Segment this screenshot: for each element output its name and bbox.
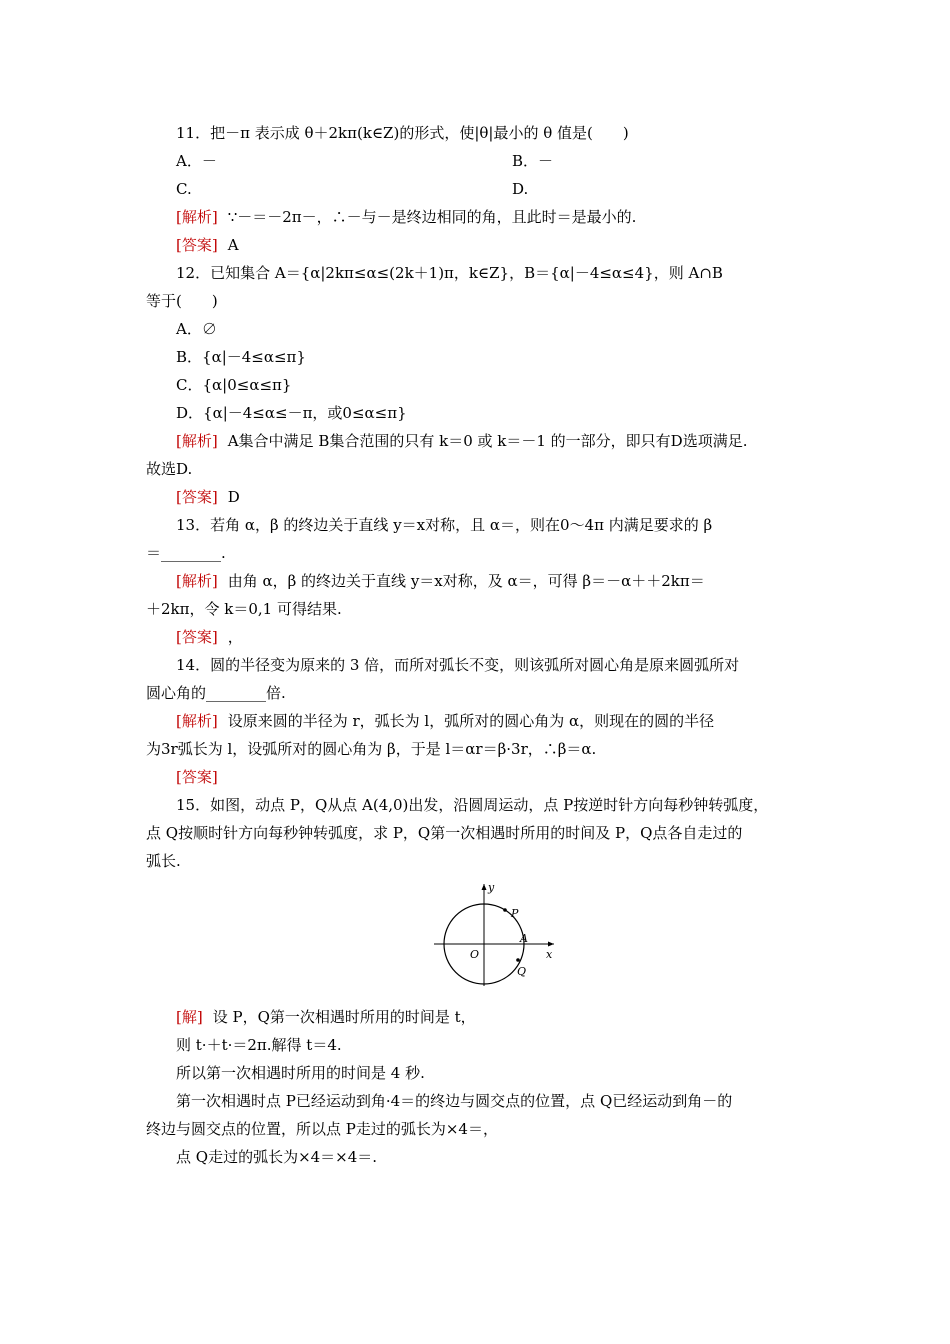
q14-answer [176,767,846,787]
x-axis-arrow-icon [548,942,554,947]
analysis-tag: [解析] [176,572,218,590]
q13-analysis-line2: ＋2kπ，令 k＝0,1 可得结果. [146,600,342,618]
point-q-dot [516,958,520,962]
q15-solution [176,1007,846,1027]
analysis-tag: [解析] [176,208,218,226]
label-y: y [488,881,495,894]
label-p: P [511,907,519,920]
q15-solution-text: 设 P，Q第一次相遇时所用的时间是 t， [212,1008,476,1026]
q13-answer [176,627,846,647]
q15-stem-line2: 点 Q按顺时针方向每秒钟转弧度，求 P，Q第一次相遇时所用的时间及 P，Q点各自走过的 [146,824,743,842]
q14-analysis [176,711,846,731]
label-o: O [470,948,480,961]
q14-analysis-text: 设原来圆的半径为 r，弧长为 l，弧所对的圆心角为 α，则现在的圆的半径 [227,712,715,730]
q12-analysis-line2: 故选D. [146,460,193,478]
q13-stem-line1: 13．若角 α，β 的终边关于直线 y＝x对称，且 α＝，则在0～4π 内满足要求的 β [176,516,713,534]
q14-stem-line1: 14．圆的半径变为原来的 3 倍，而所对弧长不变，则该弧所对圆心角是原来圆弧所对 [176,656,740,674]
solution-tag: [解] [176,1008,203,1026]
q15-solution-line2: 则 t·＋t·＝2π.解得 t＝4. [176,1036,342,1054]
q12-option-a: A．∅ [176,320,217,338]
q13-answer-text: ， [227,628,243,646]
analysis-tag: [解析] [176,712,218,730]
q15-solution-line4: 第一次相遇时点 P已经运动到角·4＝的终边与圆交点的位置，点 Q已经运动到角－的 [176,1092,733,1110]
answer-tag: [答案] [176,768,218,786]
q11-stem: 11．把－π 表示成 θ＋2kπ(k∈Z)的形式，使|θ|最小的 θ 值是( ) [176,124,629,142]
y-axis-arrow-icon [482,884,487,890]
q12-option-c: C．{α|0≤α≤π} [176,376,292,394]
answer-tag: [答案] [176,488,218,506]
q12-analysis [176,431,846,451]
label-x: x [546,948,553,961]
q15-stem-line3: 弧长. [146,852,181,870]
q12-option-b: B．{α|－4≤α≤π} [176,348,306,366]
q15-stem-line1: 15．如图，动点 P，Q从点 A(4,0)出发，沿圆周运动，点 P按逆时针方向每秒钟转弧度， [176,796,769,814]
answer-tag: [答案] [176,628,218,646]
label-a: A [520,932,528,945]
q15-solution-line3: 所以第一次相遇时所用的时间是 4 秒. [176,1064,425,1082]
q12-answer-text: D [227,488,240,506]
q11-option-c: C. [176,180,192,198]
q13-analysis [176,571,846,591]
q14-stem-line2: 圆心角的________倍. [146,684,286,702]
q13-stem-line2: ＝________. [146,544,226,562]
q15-solution-line6: 点 Q走过的弧长为×4＝×4＝. [176,1148,378,1166]
q12-option-d: D．{α|－4≤α≤－π，或0≤α≤π} [176,404,407,422]
analysis-tag: [解析] [176,432,218,450]
q11-analysis [176,207,846,227]
q11-option-d: D. [512,180,529,198]
circle-figure [430,880,560,990]
q13-analysis-text: 由角 α，β 的终边关于直线 y＝x对称，及 α＝，可得 β＝－α＋＋2kπ＝ [227,572,705,590]
q15-solution-line5: 终边与圆交点的位置，所以点 P走过的弧长为×4＝， [146,1120,498,1138]
q14-analysis-line2: 为3r弧长为 l，设弧所对的圆心角为 β，于是 l＝αr＝β·3r，∴β＝α. [146,740,597,758]
q12-analysis-text: A集合中满足 B集合范围的只有 k＝0 或 k＝－1 的一部分，即只有D选项满足. [227,432,748,450]
q11-answer [176,235,846,255]
q11-answer-text: A [227,236,239,254]
q12-stem-line2: 等于( ) [146,292,218,310]
label-q: Q [517,965,527,978]
q12-answer [176,487,846,507]
point-p-dot [503,908,507,912]
q12-stem-line1: 12．已知集合 A＝{α|2kπ≤α≤(2k＋1)π，k∈Z}，B＝{α|－4≤α≤4}，则 A∩B [176,264,723,282]
q11-option-a: A．－ [176,152,217,170]
answer-tag: [答案] [176,236,218,254]
q11-option-b: B．－ [512,152,554,170]
q11-analysis-text: ∵－＝－2π－，∴－与－是终边相同的角，且此时＝是最小的. [227,208,637,226]
